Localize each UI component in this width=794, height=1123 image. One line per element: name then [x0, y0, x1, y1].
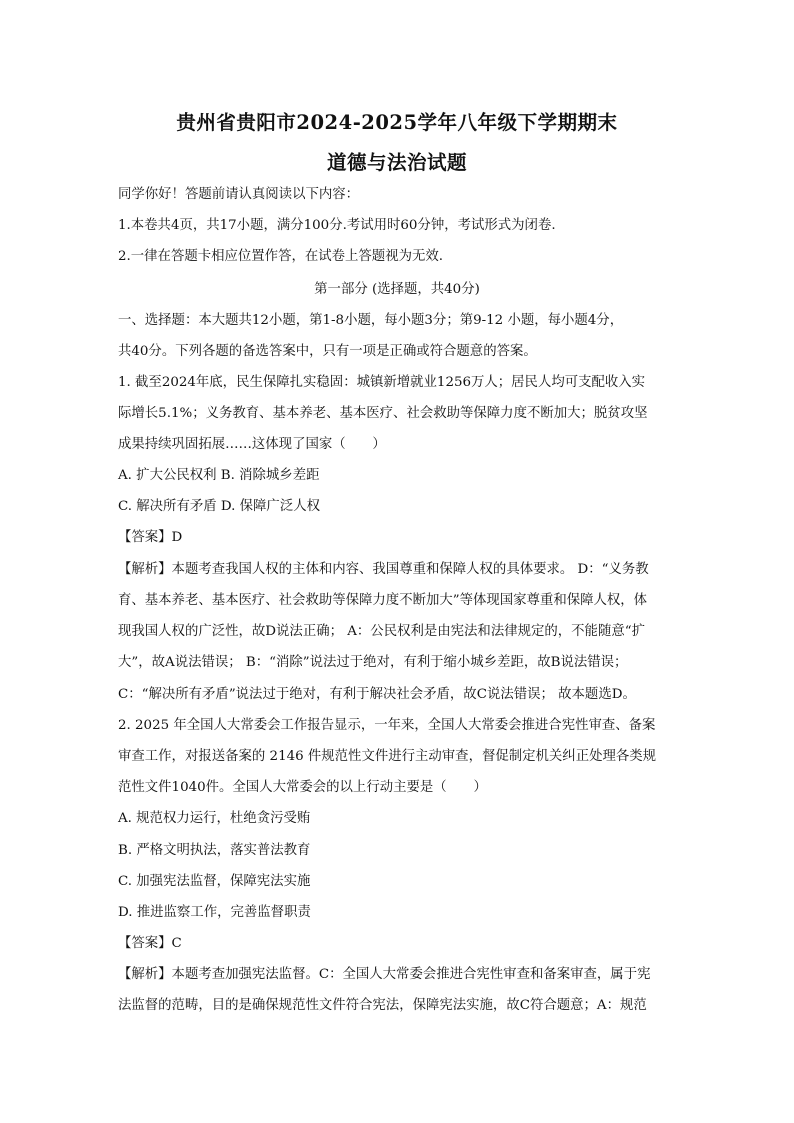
q2-stem-line-2: 审查工作，对报送备案的 2146 件规范性文件进行主动审查，督促制定机关纠正处理各类规: [118, 749, 657, 764]
q1-stem-line-3: 成果持续巩固拓展……这体现了国家（ ）: [118, 437, 386, 452]
q2-answer: 【答案】C: [118, 936, 182, 951]
q2-option-d: D. 推进监察工作，完善监督职责: [118, 905, 311, 920]
q1-analysis-line-4: 大”，故A说法错误； B：“消除”说法过于绝对，有利于缩小城乡差距，故B说法错误；: [118, 655, 628, 670]
section-title: 第一部分 (选择题，共40分): [314, 282, 480, 297]
q2-analysis-line-1: 【解析】本题考查加强宪法监督。C：全国人大常委会推进合宪性审查和备案审查，属于宪: [118, 967, 651, 982]
q2-stem-line-1: 2. 2025 年全国人大常委会工作报告显示，一年来，全国人大常委会推进合宪性审查、备案: [118, 718, 656, 733]
q1-analysis-line-5: C：“解决所有矛盾”说法过于绝对，有利于解决社会矛盾，故C说法错误； 故本题选D。: [118, 687, 636, 702]
q1-answer: 【答案】D: [118, 530, 183, 545]
q1-stem-line-1: 1. 截至2024年底，民生保障扎实稳固：城镇新增就业1256万人；居民人均可支配收入实: [118, 375, 646, 390]
q2-stem-line-3: 范性文件1040件。全国人大常委会的以上行动主要是（ ）: [118, 780, 487, 795]
exam-title: 贵州省贵阳市2024-2025学年八年级下学期期末: [176, 111, 618, 134]
section-desc-line-2: 共40分。下列各题的备选答案中，只有一项是正确或符合题意的答案。: [118, 344, 537, 359]
instructions-item-1: 1.本卷共4页，共17小题，满分100分.考试用时60分钟，考试形式为闭卷.: [118, 218, 556, 233]
q1-analysis-line-2: 育、基本养老、基本医疗、社会救助等保障力度不断加大”等体现国家尊重和保障人权，体: [118, 593, 648, 608]
q2-option-b: B. 严格文明执法，落实普法教育: [118, 843, 311, 858]
q1-options-line-1: A. 扩大公民权利 B. 消除城乡差距: [118, 468, 320, 483]
q2-option-c: C. 加强宪法监督，保障宪法实施: [118, 874, 311, 889]
q2-analysis-line-2: 法监督的范畴，目的是确保规范性文件符合宪法，保障宪法实施，故C符合题意；A：规范: [118, 998, 647, 1013]
q1-stem-line-2: 际增长5.1%；义务教育、基本养老、基本医疗、社会救助等保障力度不断加大；脱贫攻坚: [118, 406, 648, 421]
q1-analysis-line-1: 【解析】本题考查我国人权的主体和内容、我国尊重和保障人权的具体要求。 D：“义务教: [118, 562, 649, 577]
exam-subtitle: 道德与法治试题: [326, 151, 467, 174]
q1-analysis-line-3: 现我国人权的广泛性，故D说法正确； A：公民权利是由宪法和法律规定的，不能随意“扩: [118, 624, 645, 639]
section-desc-line-1: 一、选择题：本大题共12小题，第1-8小题，每小题3分；第9-12 小题，每小题4分，: [118, 313, 624, 328]
instructions-greeting: 同学你好！答题前请认真阅读以下内容：: [118, 187, 360, 202]
q1-options-line-2: C. 解决所有矛盾 D. 保障广泛人权: [118, 499, 320, 514]
instructions-item-2: 2.一律在答题卡相应位置作答，在试卷上答题视为无效.: [118, 249, 444, 264]
q2-option-a: A. 规范权力运行，杜绝贪污受贿: [118, 811, 311, 826]
